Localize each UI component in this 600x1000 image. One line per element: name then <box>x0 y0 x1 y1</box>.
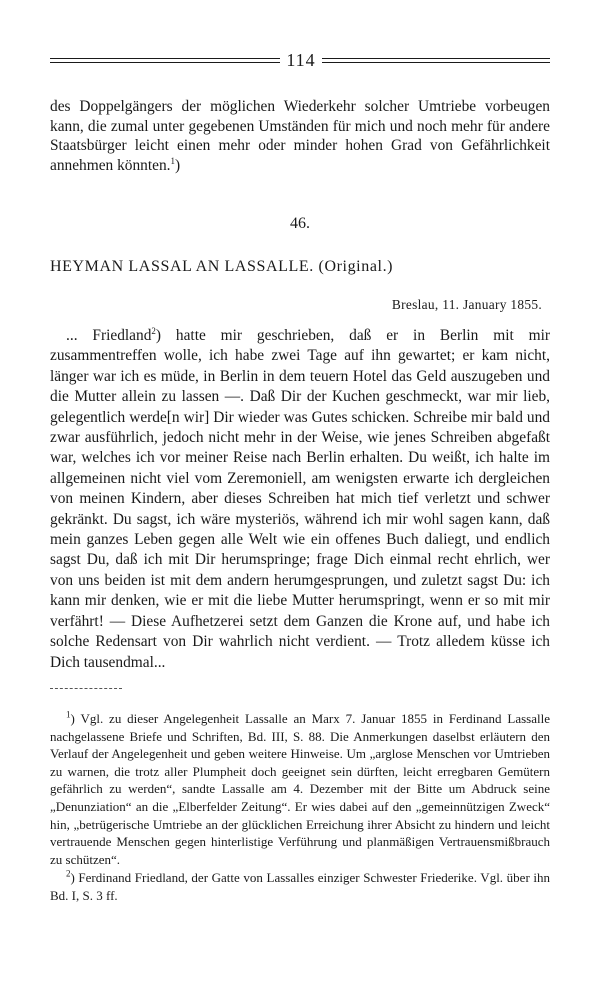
header-rule-right <box>322 58 550 64</box>
continuation-text: des Doppelgängers der möglichen Wiederkehr solcher Umtriebe vorbeugen kann, die zumal unter gegebenen Umständen für mich und noch mehr für andere Staatsbürger leicht einen mehr oder minder hohen Grad von Gefährlichkeit annehmen könnten. <box>50 98 550 174</box>
page-header <box>50 52 550 72</box>
footnote-1 <box>50 710 550 868</box>
header-rule-left <box>50 58 280 64</box>
letter-heading-names: HEYMAN LASSAL AN LASSALLE. <box>50 258 314 275</box>
letter-body-start: ... Friedland <box>66 327 152 344</box>
footnote-1-text: ) Vgl. zu dieser Angelegenheit Lassalle an Marx 7. Januar 1855 in Ferdinand Lassalle nachgelassene Briefe und Schriften, Bd. III, S. 88. Die Anmerkungen daselbst erläutern den Verlauf der Angelegenheit und geben weitere Hinweise. Um „arglose Menschen vor Umtrieben zu warnen, die trotz aller Plumpheit doch geeignet sein dürften, leicht erregbaren Gemütern gefährlich zu werden“, sandte Lassalle am 4. Dezember mit der Bitte um Abdruck seine „Denunziation“ an die „Elberfelder Zeitung“. Er wies dabei auf den „gemeinnützigen Zweck“ hin, „betrügerische Umtriebe an der glücklichen Erreichung ihrer Absicht zu hindern und leicht vertrauende Menschen gegen hinterlistige Verführung und planmäßigen Vertrauensmißbrauch zu schützen“. <box>50 711 550 867</box>
footnote-2-marker: 2 <box>66 869 71 880</box>
footnote-2 <box>50 869 550 904</box>
footnote-2-text: ) Ferdinand Friedland, der Gatte von Lassalles einziger Schwester Friederike. Vgl. über ihn Bd. I, S. 3 ff. <box>50 870 550 903</box>
footnotes <box>50 710 550 905</box>
footnote-1-marker: 1 <box>66 709 71 720</box>
footnote-ref-2: 2 <box>151 325 156 336</box>
continuation-tail: ) <box>175 156 181 174</box>
page-number: 114 <box>286 50 316 70</box>
letter-number: 46. <box>290 215 310 232</box>
footnote-ref-1: 1 <box>170 155 176 166</box>
letter-body <box>50 326 550 673</box>
letter-body-rest: ) hatte mir geschrieben, daß er in Berlin mit mir zusammentreffen wolle, ich habe zwei Tage auf ihn gewartet; er kam nicht, länger war ich es müde, in Berlin in dem teuern Hotel das Geld auszugeben und die Mutter allein zu lassen —. Daß Dir der Kuchen geschmeckt, war mir lieb, gelegentlich werde[n wir] Dir wieder was Gutes schicken. Schreibe mir bald und zwar ausführlich, jedoch nicht mehr in der Weise, wie jenes Schreiben abgefaßt war, welches ich vor meiner Reise nach Berlin erhalten. Du weißt, ich halte im allgemeinen nicht viel vom Zeremoniell, am wenigsten erwarte ich dergleichen von meinen Kindern, aber dieses Schreiben hat mich tief verletzt und schwer gekränkt. Du sagst, ich wäre mysteriös, während ich mir wohl sagen kann, daß mein ganzes Leben gegen alle Welt wie ein offenes Buch daliegt, und endlich sagst Du, daß ich mit Dir herumspringe; frage Dich einmal recht ehrlich, wer von uns beiden ist mit dem andern herumgesprungen, und zuletzt sagst Du: ich kann mir denken, wie er mit die liebe Mutter herumspringt, wenn er so mit mir verfährt! — Diese Aufhetzerei setzt dem Ganzen die Krone auf, und habe ich solche Redensart von Dir wahrlich nicht verdient. — Trotz alledem küsse ich Dich tausendmal... <box>50 327 550 671</box>
letter-heading-note: (Original.) <box>318 258 394 275</box>
continuation-paragraph <box>50 97 550 175</box>
letter-heading <box>50 258 550 276</box>
letter-dateline: Breslau, 11. January 1855. <box>391 297 542 312</box>
footnote-separator <box>50 688 122 689</box>
